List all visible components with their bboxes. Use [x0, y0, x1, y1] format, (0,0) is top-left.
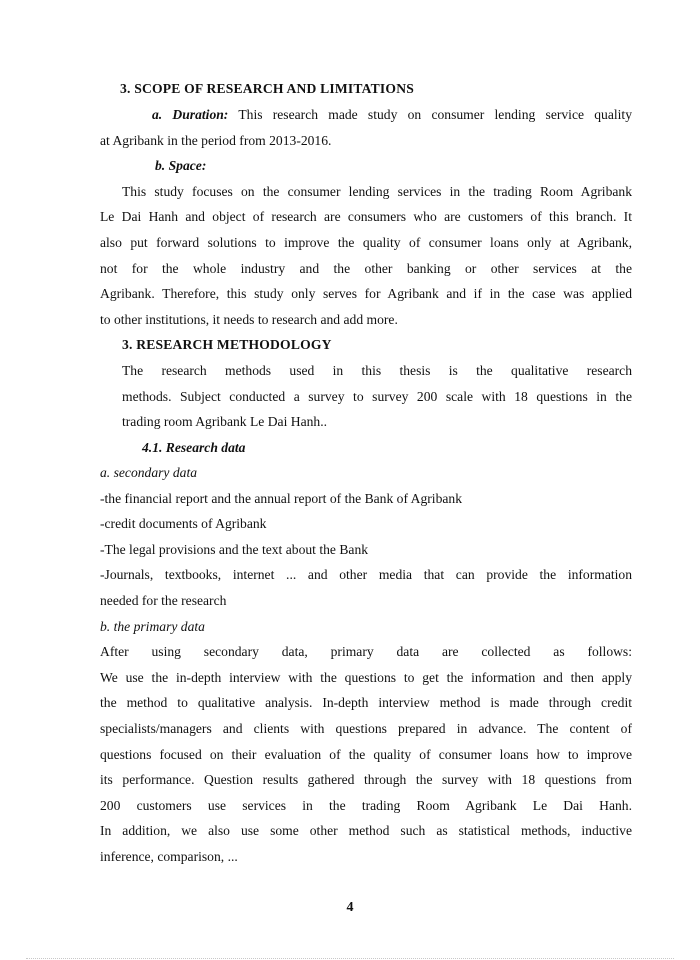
- space-line: not for the whole industry and the other banking or other services at the: [100, 261, 632, 276]
- primary-data-line: specialists/managers and clients with questions prepared in advance. The content of: [100, 721, 632, 736]
- secondary-data-item: -the financial report and the annual report of the Bank of Agribank: [100, 491, 462, 506]
- duration-text: This research made study on consumer lending service quality: [238, 107, 633, 122]
- primary-data-line: In addition, we also use some other method such as statistical methods, inductive: [100, 823, 632, 838]
- methodology-heading: 3. RESEARCH METHODOLOGY: [122, 337, 332, 352]
- secondary-data-item: -credit documents of Agribank: [100, 516, 267, 531]
- research-data-heading: 4.1. Research data: [142, 440, 246, 455]
- methodology-intro-line: trading room Agribank Le Dai Hanh..: [122, 414, 327, 429]
- primary-data-line: questions focused on their evaluation of the quality of consumer loans how to improve: [100, 747, 632, 762]
- primary-data-line: After using secondary data, primary data are collected as follows:: [100, 644, 632, 659]
- primary-data-line: the method to qualitative analysis. In-depth interview method is made through credit: [100, 695, 632, 710]
- space-line: Agribank. Therefore, this study only serves for Agribank and if in the case was applied: [100, 286, 632, 301]
- space-label: b. Space:: [155, 158, 207, 173]
- primary-data-line: its performance. Question results gathered through the survey with 18 questions from: [100, 772, 632, 787]
- secondary-data-item: needed for the research: [100, 593, 227, 608]
- methodology-intro-line: The research methods used in this thesis is the qualitative research: [122, 363, 632, 378]
- space-line: This study focuses on the consumer lending services in the trading Room Agribank: [122, 184, 632, 199]
- secondary-data-item: -Journals, textbooks, internet ... and other media that can provide the information: [100, 567, 632, 582]
- primary-data-label: b. the primary data: [100, 619, 205, 634]
- methodology-intro-line: methods. Subject conducted a survey to survey 200 scale with 18 questions in the: [122, 389, 632, 404]
- page-number: 4: [346, 900, 354, 915]
- duration-label: a. Duration:: [152, 107, 229, 122]
- primary-data-line: inference, comparison, ...: [100, 849, 238, 864]
- space-line: also put forward solutions to improve the quality of consumer loans only at Agribank,: [100, 235, 632, 250]
- secondary-data-item: -The legal provisions and the text about the Bank: [100, 542, 369, 557]
- page-bottom-divider: [26, 958, 674, 959]
- primary-data-line: 200 customers use services in the trading Room Agribank Le Dai Hanh.: [100, 798, 632, 813]
- secondary-data-label: a. secondary data: [100, 465, 198, 480]
- scope-heading: 3. SCOPE OF RESEARCH AND LIMITATIONS: [120, 81, 414, 96]
- primary-data-line: We use the in-depth interview with the questions to get the information and then apply: [100, 670, 632, 685]
- duration-paragraph-line-1: [152, 106, 632, 124]
- space-line: to other institutions, it needs to research and add more.: [100, 312, 398, 327]
- space-line: Le Dai Hanh and object of research are consumers who are customers of this branch. It: [100, 209, 632, 224]
- duration-paragraph-line-2: at Agribank in the period from 2013-2016.: [100, 133, 332, 148]
